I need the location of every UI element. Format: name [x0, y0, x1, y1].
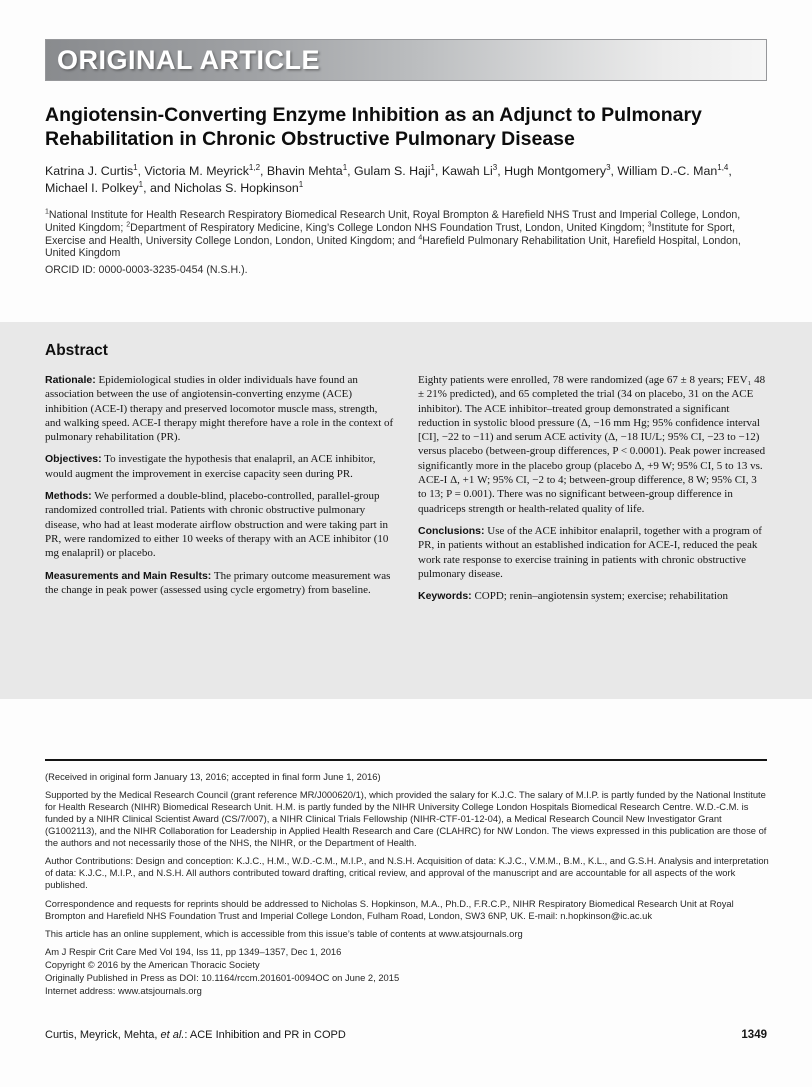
author-affiliation-superscript: 1 — [133, 162, 138, 172]
author-affiliation-superscript: 1 — [298, 180, 304, 190]
abstract-body — [45, 373, 767, 604]
article-title: Angiotensin-Converting Enzyme Inhibition as an Adjunct to Pulmonary Rehabilitation in Chronic Obstructive Pulmonary Disease — [45, 104, 702, 150]
footer-citation — [45, 1029, 346, 1041]
author-name: Hugh Montgomery — [504, 164, 607, 178]
abstract-paragraph: Keywords: COPD; renin–angiotensin system; exercise; rehabilitation — [418, 590, 728, 603]
footer-citation-title: : ACE Inhibition and PR in COPD — [184, 1029, 346, 1041]
author-list: Katrina J. Curtis$^1$, Victoria M. Meyrick$^{1,2}$, Bhavin Mehta$^1$, Gulam S. Haji$^1$, Kawah Li$^3$, Hugh Montgomery$^3$, William D.-C. Man$^{1,4}$, Michael I. Polkey$^1$, and Nicholas S. Hopkinson$^1$ — [45, 162, 732, 196]
affiliation-superscript: 1 — [45, 208, 49, 216]
abstract-paragraph-label: Measurements and Main Results: — [45, 569, 212, 582]
abstract-paragraph-label: Objectives: — [45, 453, 102, 466]
author-name: Bhavin Mehta — [266, 164, 343, 178]
publication-info-line: Originally Published in Press as DOI: 10.1164/rccm.201601-0094OC on June 2, 2015 — [45, 971, 400, 983]
footnotes — [45, 771, 771, 998]
footer-page-number: 1349 — [741, 1029, 767, 1041]
abstract-paragraph: Measurements and Main Results: The primary outcome measurement was the change in peak power (assessed using cycle ergometry) from baseline. Eighty patients were enrolled, 78 were randomized (age 67 ± 8 years; FEV₁ 48 ± 21% predicted), and 65 completed the trial (34 on placebo, 31 on the ACE inhibitor). The ACE inhibitor–treated group demonstrated a significant reduction in systolic blood pressure (Δ, −16 mm Hg; 95% confidence interval [CI], −22 to −11) and serum ACE activity (Δ, −18 IU/L; 95% CI, −23 to −12) versus placebo (between-group differences, P < 0.0001). Peak power increased significantly more in the placebo group (placebo Δ, +9 W; 95% CI, 5 to 13 vs. ACE-I Δ, +1 W; 95% CI, −2 to 4; between-group difference, 8 W; 95% CI, 3 to 13; P = 0.001). There was no significant between-group difference in quadriceps strength or health-related quality of life. — [45, 374, 766, 596]
footnote-paragraph: (Received in original form January 13, 2016; accepted in final form June 1, 2016) — [45, 771, 381, 782]
footnote-paragraph: This article has an online supplement, which is accessible from this issue’s table of contents at www.atsjournals.org — [45, 927, 523, 939]
author-name: Kawah Li — [441, 164, 493, 178]
author-affiliation-superscript: 3 — [606, 162, 611, 172]
abstract-paragraph: Methods: We performed a double-blind, placebo-controlled, parallel-group randomized controlled trial. Patients with chronic obstructive pulmonary disease, who had at least moderate airflow obstruction and were taking part in PR, were randomized to either 10 weeks of therapy with an ACE inhibitor (10 mg enalapril) or placebo. — [45, 490, 389, 560]
orcid-id: ORCID ID: 0000-0003-3235-0454 (N.S.H.). — [45, 264, 248, 276]
author-name: Katrina J. Curtis — [45, 164, 134, 178]
banner-label: ORIGINAL ARTICLE — [57, 44, 320, 75]
affiliations: $^1$National Institute for Health Research Respiratory Biomedical Research Unit, Royal Brompton & Harefield NHS Trust and Imperial College, London, United Kingdom; $^2$Department of Respiratory Medicine, King’s College London NHS Foundation Trust, London, United Kingdom; $^3$Institute for Sport, Exercise and Health, University College London, London, United Kingdom; and $^4$Harefield Pulmonary Rehabilitation Unit, Harefield Hospital, London, United Kingdom — [45, 208, 741, 260]
affiliation-superscript: 2 — [126, 221, 131, 229]
author-name: Gulam S. Haji — [354, 164, 431, 178]
author-affiliation-superscript: 1 — [138, 180, 144, 190]
author-name: Victoria M. Meyrick — [144, 164, 249, 178]
footnote-paragraph: Supported by the Medical Research Council (grant reference MR/J000620/1), which provided the salary for K.J.C. The salary of M.I.P. is partly funded by the National Institute for Health Research (NIHR) Biomedical Research Unit. H.M. is partly funded by the NIHR University College London Hospitals Biomedical Research Centre. W.D.-C.M. is funded by a NIHR Clinical Scientist Award (CS/7/007), a NIHR Clinical Trials Fellowship (NIHR-CTF-01-12-04), a Medical Research Council New Investigator Grant (G1002113), and the NIHR Collaboration for Leadership in Applied Health Research and Care (CLAHRC) for NW London. The views expressed in this publication are those of the authors and not necessarily those of the NHS, the NIHR, or the Department of Health. — [45, 789, 767, 849]
abstract-section — [0, 322, 812, 699]
abstract-paragraph-label: Methods: — [45, 490, 92, 503]
author-name: William D.-C. Man — [617, 164, 718, 178]
publication-info — [45, 946, 771, 997]
author-name: Michael I. Polkey — [45, 181, 139, 196]
footer-citation-etal: et al. — [160, 1029, 185, 1041]
footer-citation-authors: Curtis, Meyrick, Mehta, — [45, 1029, 161, 1041]
page-footer — [45, 1029, 767, 1041]
original-article-banner — [45, 39, 767, 81]
author-affiliation-superscript: 1 — [430, 162, 435, 172]
abstract-paragraph: Conclusions: Use of the ACE inhibitor enalapril, together with a program of PR, in patients without an established indication for ACE-I, reduced the peak work rate response to exercise training in patients with chronic obstructive pulmonary disease. — [418, 524, 762, 580]
abstract-paragraph: Rationale: Epidemiological studies in older individuals have found an association between the use of angiotensin-converting enzyme (ACE) inhibition (ACE-I) therapy and preserved locomotor muscle mass, strength, and walking speed. ACE-I therapy might therefore have a role in the context of pulmonary rehabilitation (PR). — [45, 374, 394, 444]
affiliation-superscript: 4 — [418, 234, 423, 242]
footnote-paragraph: Correspondence and requests for reprints should be addressed to Nicholas S. Hopkinson, M.A., Ph.D., F.R.C.P., NIHR Respiratory Biomedical Research Unit at Royal Brompton and Harefield NHS Foundation Trust and Imperial College London, Fulham Road, London, SW3 6NP, UK. E-mail: n.hopkinson@ic.ac.uk — [45, 897, 734, 921]
abstract-paragraph-label: Rationale: — [45, 374, 96, 386]
affiliation-superscript: 3 — [647, 221, 652, 229]
publication-info-line: Internet address: www.atsjournals.org — [45, 984, 202, 996]
author-name: Nicholas S. Hopkinson — [174, 181, 299, 196]
publication-info-line: Copyright © 2016 by the American Thoracic Society — [45, 959, 260, 971]
author-affiliation-superscript: 1 — [342, 162, 348, 172]
author-affiliation-superscript: 1,4 — [717, 162, 729, 172]
footnote-paragraph: Author Contributions: Design and conception: K.J.C., H.M., W.D.-C.M., M.I.P., and N.S.H. Acquisition of data: K.J.C., V.M.M., B.M., K.L., and G.S.H. Analysis and interpretation of data: K.J.C., M.I.P., and N.S.H. All authors contributed toward drafting, critical review, and approval of the manuscript and are accountable for all aspects of the work published. — [45, 855, 769, 891]
author-affiliation-superscript: 3 — [492, 162, 498, 172]
abstract-paragraph-label: Keywords: — [418, 590, 472, 603]
abstract-paragraph-label: Conclusions: — [418, 524, 485, 537]
abstract-paragraph: Objectives: To investigate the hypothesis that enalapril, an ACE inhibitor, would augment the improvement in exercise capacity seen during PR. — [45, 453, 376, 480]
abstract-heading: Abstract — [45, 342, 108, 359]
author-affiliation-superscript: 1,2 — [248, 162, 261, 172]
divider-rule — [45, 759, 767, 761]
publication-info-line: Am J Respir Crit Care Med Vol 194, Iss 11, pp 1349–1357, Dec 1, 2016 — [45, 946, 342, 958]
